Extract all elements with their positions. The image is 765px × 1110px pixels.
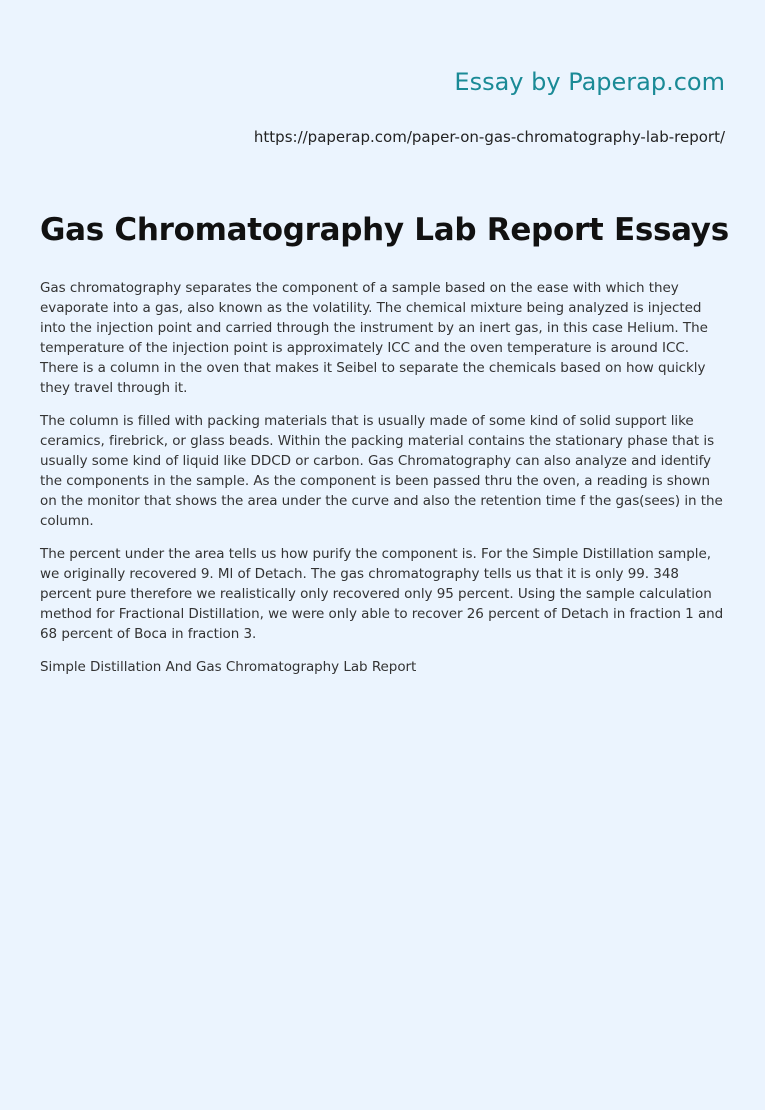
site-brand[interactable]: Essay by Paperap.com: [454, 68, 725, 96]
page-title: Gas Chromatography Lab Report Essays: [40, 212, 729, 248]
related-essay-title: Simple Distillation And Gas Chromatography Lab Report: [40, 659, 417, 675]
paragraph-3: The percent under the area tells us how purify the component is. For the Simple Distillation sample, we originally recovered 9. Ml of Detach. The gas chromatography tells us that it is only 99. 348 percent pure therefore we realistically only recovered only 95 percent. Using the sample calculation method for Fractional Distillation, we were only able to recover 26 percent of Detach in fraction 1 and 68 percent of Boca in fraction 3.: [40, 546, 724, 642]
page-url[interactable]: https://paperap.com/paper-on-gas-chromatography-lab-report/: [253, 128, 725, 146]
paragraph-1: Gas chromatography separates the component of a sample based on the ease with which they evaporate into a gas, also known as the volatility. The chemical mixture being analyzed is injected into the injection point and carried through the instrument by an inert gas, in this case Helium. The temperature of the injection point is approximately ICC and the oven temperature is around ICC. There is a column in the oven that makes it Seibel to separate the chemicals based on how quickly they travel through it.: [40, 280, 708, 396]
paragraph-2: The column is filled with packing materials that is usually made of some kind of solid support like ceramics, firebrick, or glass beads. Within the packing material contains the stationary phase that is usually some kind of liquid like DDCD or carbon. Gas Chromatography can also analyze and identify the components in the sample. As the component is been passed thru the oven, a reading is shown on the monitor that shows the area under the curve and also the retention time f the gas(sees) in the column.: [40, 413, 723, 529]
article-body: [40, 278, 726, 677]
